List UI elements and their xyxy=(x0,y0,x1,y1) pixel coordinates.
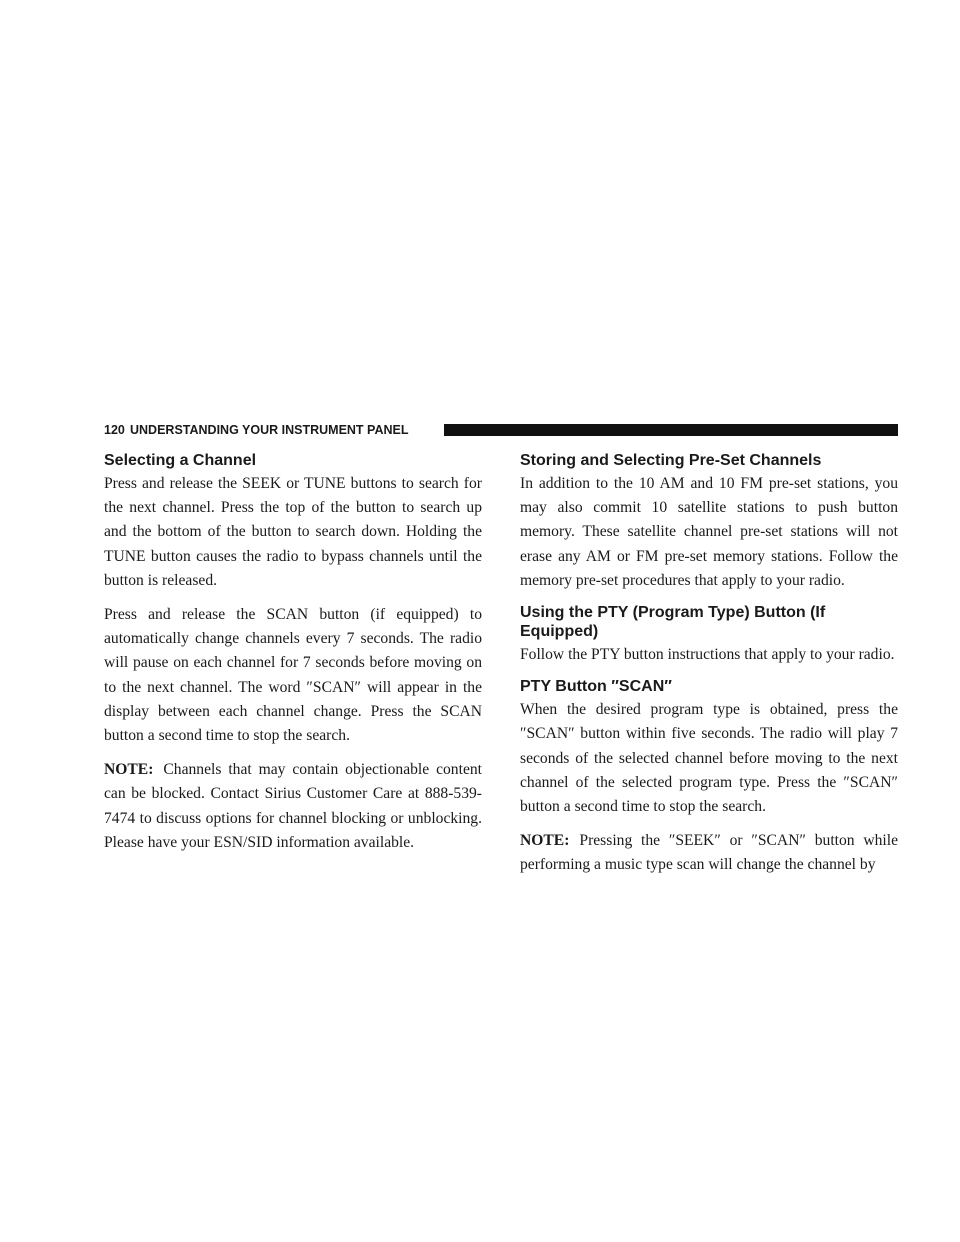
pty-scan-note xyxy=(520,829,898,877)
page-number: 120 xyxy=(104,423,125,437)
pty-scan-heading: PTY Button ″SCAN″ xyxy=(520,678,672,696)
pty-button-paragraph: Follow the PTY button instructions that apply to your radio. xyxy=(520,646,895,664)
note-label: NOTE: xyxy=(520,832,570,850)
pty-scan-paragraph: When the desired program type is obtained, press the ″SCAN″ button within five seconds. The radio will play 7 seconds of the selected channel before moving to the next channel of the selected program type. Press the ″SCAN″ button a second time to stop the search. xyxy=(520,701,898,816)
right-column xyxy=(520,451,898,888)
storing-section xyxy=(520,451,898,593)
selecting-channel-paragraph-1: Press and release the SEEK or TUNE buttons to search for the next channel. Press the top of the button to search up and the bottom of the button to search down. Holding the TUNE button causes the radio to bypass channels until the button is released. xyxy=(104,475,482,589)
selecting-channel-note xyxy=(104,758,482,855)
section-title: UNDERSTANDING YOUR INSTRUMENT PANEL xyxy=(130,423,409,437)
selecting-channel-heading: Selecting a Channel xyxy=(104,452,257,469)
note-label: NOTE: xyxy=(104,761,154,779)
note-text: Pressing the ″SEEK″ or ″SCAN″ button while performing a music type scan will change the channel by xyxy=(520,832,898,874)
pty-button-heading: Using the PTY (Program Type) Button (If Equipped) xyxy=(520,604,826,641)
selecting-channel-paragraph-2: Press and release the SCAN button (if equipped) to automatically change channels every 7 seconds. The radio will pause on each channel for 7 seconds before moving on to the next channel. The word ″SCAN″ will appear in the display between each channel change. Press the SCAN button a second time to stop the search. xyxy=(104,606,482,745)
pty-scan-section xyxy=(520,677,898,877)
header-rule xyxy=(444,424,898,436)
left-column xyxy=(104,451,482,865)
page-header xyxy=(104,423,898,437)
storing-presets-paragraph: In addition to the 10 AM and 10 FM pre-set stations, you may also commit 10 satellite stations to push button memory. These satellite channel pre-set stations will not erase any AM or FM pre-set memory stations. Follow the memory pre-set procedures that apply to your radio. xyxy=(520,475,898,589)
note-text: Channels that may contain objectionable content can be blocked. Contact Sirius Customer Care at 888-539-7474 to discuss options for channel blocking or unblocking. Please have your ESN/SID information available. xyxy=(104,761,482,851)
storing-presets-heading: Storing and Selecting Pre-Set Channels xyxy=(520,452,822,469)
pty-section xyxy=(520,603,898,667)
